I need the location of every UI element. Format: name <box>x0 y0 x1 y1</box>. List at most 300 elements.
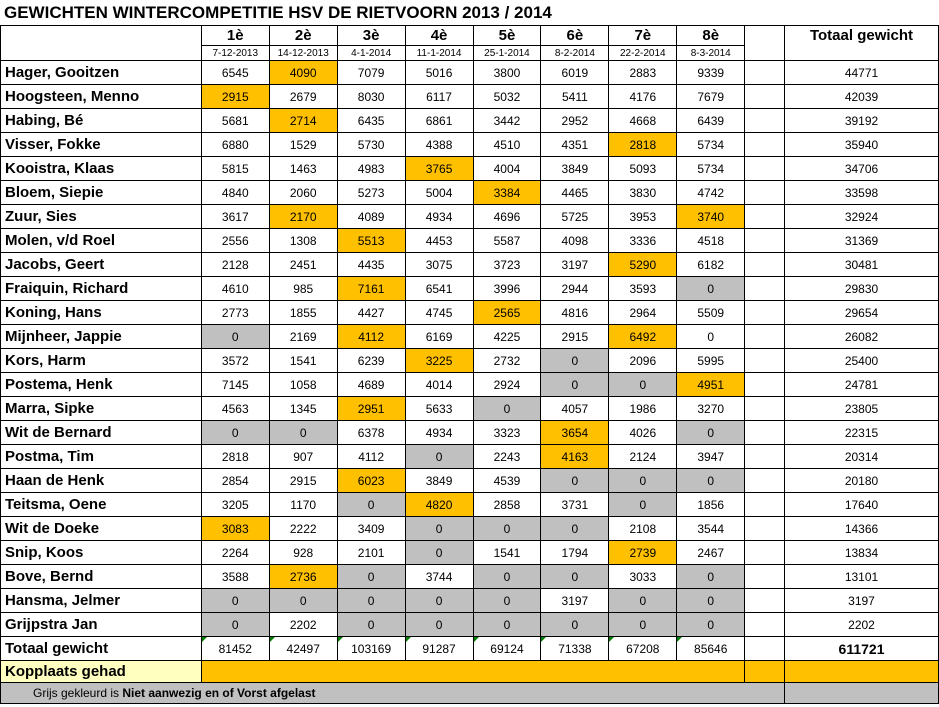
weight-cell[interactable]: 0 <box>201 613 269 637</box>
weight-cell[interactable]: 4453 <box>405 229 473 253</box>
weight-cell[interactable]: 4983 <box>337 157 405 181</box>
weight-cell[interactable]: 2170 <box>269 205 337 229</box>
weight-cell[interactable]: 5730 <box>337 133 405 157</box>
weight-cell[interactable]: 0 <box>677 421 745 445</box>
note-total-cell[interactable] <box>785 683 939 704</box>
weight-cell[interactable]: 0 <box>677 565 745 589</box>
participant-name[interactable]: Postema, Henk <box>1 373 202 397</box>
weight-cell[interactable]: 4539 <box>473 469 541 493</box>
weight-cell[interactable]: 2169 <box>269 325 337 349</box>
spacer-cell[interactable] <box>745 325 785 349</box>
round-total[interactable] <box>609 637 677 661</box>
weight-cell[interactable]: 2952 <box>541 109 609 133</box>
weight-cell[interactable]: 0 <box>609 589 677 613</box>
weight-cell[interactable]: 0 <box>405 541 473 565</box>
weight-cell[interactable]: 3765 <box>405 157 473 181</box>
weight-cell[interactable]: 4089 <box>337 205 405 229</box>
weight-cell[interactable]: 0 <box>473 397 541 421</box>
participant-total[interactable]: 23805 <box>785 397 939 421</box>
participant-name[interactable]: Jacobs, Geert <box>1 253 202 277</box>
weight-cell[interactable]: 3723 <box>473 253 541 277</box>
weight-cell[interactable]: 3075 <box>405 253 473 277</box>
participant-total[interactable]: 30481 <box>785 253 939 277</box>
round-total[interactable] <box>473 637 541 661</box>
weight-cell[interactable]: 2818 <box>609 133 677 157</box>
spacer-cell[interactable] <box>745 661 785 683</box>
weight-cell[interactable]: 2565 <box>473 301 541 325</box>
participant-name[interactable]: Hager, Gooitzen <box>1 61 202 85</box>
spacer-cell[interactable] <box>745 373 785 397</box>
weight-cell[interactable]: 3731 <box>541 493 609 517</box>
weight-cell[interactable]: 0 <box>609 373 677 397</box>
participant-total[interactable]: 31369 <box>785 229 939 253</box>
weight-cell[interactable]: 3953 <box>609 205 677 229</box>
weight-cell[interactable]: 2944 <box>541 277 609 301</box>
weight-cell[interactable]: 2739 <box>609 541 677 565</box>
weight-cell[interactable]: 0 <box>541 469 609 493</box>
weight-cell[interactable]: 6117 <box>405 85 473 109</box>
participant-total[interactable]: 42039 <box>785 85 939 109</box>
round-date[interactable]: 25-1-2014 <box>473 46 541 61</box>
weight-cell[interactable]: 4840 <box>201 181 269 205</box>
participant-name[interactable]: Zuur, Sies <box>1 205 202 229</box>
weight-cell[interactable]: 4057 <box>541 397 609 421</box>
weight-cell[interactable]: 5633 <box>405 397 473 421</box>
round-date[interactable]: 4-1-2014 <box>337 46 405 61</box>
spacer-cell[interactable] <box>745 397 785 421</box>
spacer-cell[interactable] <box>745 26 785 46</box>
weight-cell[interactable]: 2915 <box>269 469 337 493</box>
participant-name[interactable]: Fraiquin, Richard <box>1 277 202 301</box>
weight-cell[interactable]: 0 <box>541 565 609 589</box>
round-total[interactable] <box>405 637 473 661</box>
weight-cell[interactable]: 4668 <box>609 109 677 133</box>
weight-cell[interactable]: 3384 <box>473 181 541 205</box>
weight-cell[interactable]: 4689 <box>337 373 405 397</box>
weight-cell[interactable]: 3996 <box>473 277 541 301</box>
weight-cell[interactable]: 3323 <box>473 421 541 445</box>
weight-cell[interactable]: 3654 <box>541 421 609 445</box>
weight-cell[interactable]: 1855 <box>269 301 337 325</box>
weight-cell[interactable]: 5734 <box>677 133 745 157</box>
round-date[interactable]: 8-2-2014 <box>541 46 609 61</box>
weight-cell[interactable]: 2060 <box>269 181 337 205</box>
weight-cell[interactable]: 4816 <box>541 301 609 325</box>
spacer-cell[interactable] <box>745 349 785 373</box>
weight-cell[interactable]: 5734 <box>677 157 745 181</box>
participant-name[interactable]: Bloem, Siepie <box>1 181 202 205</box>
spacer-cell[interactable] <box>745 109 785 133</box>
weight-cell[interactable]: 5273 <box>337 181 405 205</box>
weight-cell[interactable]: 6541 <box>405 277 473 301</box>
weight-cell[interactable]: 0 <box>405 613 473 637</box>
participant-total[interactable]: 3197 <box>785 589 939 613</box>
spacer-cell[interactable] <box>745 589 785 613</box>
totals-label[interactable]: Totaal gewicht <box>1 637 202 661</box>
weight-cell[interactable]: 985 <box>269 277 337 301</box>
weight-cell[interactable]: 3849 <box>541 157 609 181</box>
weight-cell[interactable]: 6545 <box>201 61 269 85</box>
round-date[interactable]: 7-12-2013 <box>201 46 269 61</box>
weight-cell[interactable]: 0 <box>201 421 269 445</box>
spacer-cell[interactable] <box>745 613 785 637</box>
weight-cell[interactable]: 0 <box>337 589 405 613</box>
grand-total[interactable]: 611721 <box>785 637 939 661</box>
weight-cell[interactable]: 3740 <box>677 205 745 229</box>
weight-cell[interactable]: 6378 <box>337 421 405 445</box>
weight-cell[interactable]: 2128 <box>201 253 269 277</box>
round-header[interactable]: 1è <box>201 26 269 46</box>
weight-cell[interactable]: 2108 <box>609 517 677 541</box>
weight-cell[interactable]: 0 <box>473 613 541 637</box>
participant-name[interactable]: Haan de Henk <box>1 469 202 493</box>
weight-cell[interactable]: 2951 <box>337 397 405 421</box>
participant-total[interactable]: 20314 <box>785 445 939 469</box>
weight-cell[interactable]: 1986 <box>609 397 677 421</box>
participant-name[interactable]: Wit de Doeke <box>1 517 202 541</box>
participant-name[interactable]: Mijnheer, Jappie <box>1 325 202 349</box>
round-total[interactable] <box>541 637 609 661</box>
spacer-cell[interactable] <box>745 85 785 109</box>
weight-cell[interactable]: 3225 <box>405 349 473 373</box>
weight-cell[interactable]: 0 <box>609 469 677 493</box>
weight-cell[interactable]: 0 <box>677 325 745 349</box>
spacer-cell[interactable] <box>745 541 785 565</box>
participant-total[interactable]: 13101 <box>785 565 939 589</box>
weight-cell[interactable]: 3197 <box>541 589 609 613</box>
weight-cell[interactable]: 4510 <box>473 133 541 157</box>
weight-cell[interactable]: 928 <box>269 541 337 565</box>
weight-cell[interactable]: 2732 <box>473 349 541 373</box>
weight-cell[interactable]: 4014 <box>405 373 473 397</box>
weight-cell[interactable]: 6492 <box>609 325 677 349</box>
spacer-cell[interactable] <box>745 253 785 277</box>
weight-cell[interactable]: 3409 <box>337 517 405 541</box>
weight-cell[interactable]: 2556 <box>201 229 269 253</box>
spacer-cell[interactable] <box>745 421 785 445</box>
weight-cell[interactable]: 2915 <box>201 85 269 109</box>
kopplaats-total-cell[interactable] <box>785 661 939 683</box>
weight-cell[interactable]: 3083 <box>201 517 269 541</box>
weight-cell[interactable]: 1529 <box>269 133 337 157</box>
spacer-cell[interactable] <box>745 181 785 205</box>
weight-cell[interactable]: 4004 <box>473 157 541 181</box>
participant-total[interactable]: 24781 <box>785 373 939 397</box>
total-date-blank[interactable] <box>785 46 939 61</box>
weight-cell[interactable]: 2714 <box>269 109 337 133</box>
weight-cell[interactable]: 5509 <box>677 301 745 325</box>
weight-cell[interactable]: 0 <box>541 517 609 541</box>
participant-total[interactable]: 25400 <box>785 349 939 373</box>
participant-name[interactable]: Kooistra, Klaas <box>1 157 202 181</box>
weight-cell[interactable]: 2264 <box>201 541 269 565</box>
weight-cell[interactable]: 4742 <box>677 181 745 205</box>
weight-cell[interactable]: 5004 <box>405 181 473 205</box>
spacer-cell[interactable] <box>745 493 785 517</box>
kopplaats-label[interactable]: Kopplaats gehad <box>1 661 202 683</box>
participant-total[interactable]: 35940 <box>785 133 939 157</box>
round-header[interactable]: 6è <box>541 26 609 46</box>
weight-cell[interactable]: 4934 <box>405 205 473 229</box>
participant-total[interactable]: 39192 <box>785 109 939 133</box>
weight-cell[interactable]: 0 <box>541 373 609 397</box>
weight-cell[interactable]: 6439 <box>677 109 745 133</box>
weight-cell[interactable]: 0 <box>337 565 405 589</box>
weight-cell[interactable]: 2736 <box>269 565 337 589</box>
weight-cell[interactable]: 1170 <box>269 493 337 517</box>
weight-cell[interactable]: 3544 <box>677 517 745 541</box>
weight-cell[interactable]: 7079 <box>337 61 405 85</box>
spacer-cell[interactable] <box>745 46 785 61</box>
weight-cell[interactable]: 0 <box>337 613 405 637</box>
spacer-cell[interactable] <box>745 157 785 181</box>
participant-name[interactable]: Habing, Bé <box>1 109 202 133</box>
participant-name[interactable]: Wit de Bernard <box>1 421 202 445</box>
participant-total[interactable]: 17640 <box>785 493 939 517</box>
weight-cell[interactable]: 907 <box>269 445 337 469</box>
weight-cell[interactable]: 2773 <box>201 301 269 325</box>
weight-cell[interactable]: 1541 <box>269 349 337 373</box>
weight-cell[interactable]: 9339 <box>677 61 745 85</box>
round-date[interactable]: 8-3-2014 <box>677 46 745 61</box>
weight-cell[interactable]: 2101 <box>337 541 405 565</box>
spacer-cell[interactable] <box>745 61 785 85</box>
weight-cell[interactable]: 0 <box>405 445 473 469</box>
weight-cell[interactable]: 2915 <box>541 325 609 349</box>
participant-total[interactable]: 2202 <box>785 613 939 637</box>
weight-cell[interactable]: 4427 <box>337 301 405 325</box>
participant-total[interactable]: 26082 <box>785 325 939 349</box>
weight-cell[interactable]: 2467 <box>677 541 745 565</box>
round-total[interactable] <box>269 637 337 661</box>
participant-name[interactable]: Postma, Tim <box>1 445 202 469</box>
weight-cell[interactable]: 5815 <box>201 157 269 181</box>
participant-name[interactable]: Visser, Fokke <box>1 133 202 157</box>
weight-cell[interactable]: 4176 <box>609 85 677 109</box>
participant-total[interactable]: 33598 <box>785 181 939 205</box>
weight-cell[interactable]: 0 <box>541 613 609 637</box>
weight-cell[interactable]: 2451 <box>269 253 337 277</box>
weight-cell[interactable]: 3336 <box>609 229 677 253</box>
participant-name[interactable]: Teitsma, Oene <box>1 493 202 517</box>
round-date[interactable]: 11-1-2014 <box>405 46 473 61</box>
weight-cell[interactable]: 6239 <box>337 349 405 373</box>
round-total[interactable] <box>201 637 269 661</box>
weight-cell[interactable]: 0 <box>269 421 337 445</box>
participant-name[interactable]: Grijpstra Jan <box>1 613 202 637</box>
weight-cell[interactable]: 0 <box>201 325 269 349</box>
round-header[interactable]: 2è <box>269 26 337 46</box>
weight-cell[interactable]: 2202 <box>269 613 337 637</box>
weight-cell[interactable]: 5093 <box>609 157 677 181</box>
weight-cell[interactable]: 3849 <box>405 469 473 493</box>
legend-note[interactable] <box>1 683 785 704</box>
participant-total[interactable]: 29654 <box>785 301 939 325</box>
round-total[interactable] <box>677 637 745 661</box>
weight-cell[interactable]: 5725 <box>541 205 609 229</box>
header-blank-cell[interactable] <box>1 26 202 46</box>
spacer-cell[interactable] <box>745 445 785 469</box>
participant-name[interactable]: Kors, Harm <box>1 349 202 373</box>
weight-cell[interactable]: 1058 <box>269 373 337 397</box>
weight-cell[interactable]: 6182 <box>677 253 745 277</box>
weight-cell[interactable]: 0 <box>201 589 269 613</box>
weight-cell[interactable]: 7161 <box>337 277 405 301</box>
round-header[interactable]: 5è <box>473 26 541 46</box>
participant-total[interactable]: 29830 <box>785 277 939 301</box>
weight-cell[interactable]: 0 <box>609 493 677 517</box>
weight-cell[interactable]: 0 <box>473 589 541 613</box>
spacer-cell[interactable] <box>745 637 785 661</box>
weight-cell[interactable]: 2124 <box>609 445 677 469</box>
participant-name[interactable]: Koning, Hans <box>1 301 202 325</box>
weight-cell[interactable]: 0 <box>677 589 745 613</box>
total-header[interactable]: Totaal gewicht <box>785 26 939 46</box>
weight-cell[interactable]: 6169 <box>405 325 473 349</box>
kopplaats-bar[interactable] <box>201 661 744 683</box>
weight-cell[interactable]: 5290 <box>609 253 677 277</box>
weight-cell[interactable]: 0 <box>473 517 541 541</box>
weight-cell[interactable]: 7679 <box>677 85 745 109</box>
weight-cell[interactable]: 3593 <box>609 277 677 301</box>
weight-cell[interactable]: 3744 <box>405 565 473 589</box>
round-date[interactable]: 22-2-2014 <box>609 46 677 61</box>
spacer-cell[interactable] <box>745 565 785 589</box>
weight-cell[interactable]: 5411 <box>541 85 609 109</box>
weight-cell[interactable]: 4351 <box>541 133 609 157</box>
weight-cell[interactable]: 3830 <box>609 181 677 205</box>
weight-cell[interactable]: 3800 <box>473 61 541 85</box>
weight-cell[interactable]: 0 <box>677 277 745 301</box>
weight-cell[interactable]: 1463 <box>269 157 337 181</box>
weight-cell[interactable]: 0 <box>677 469 745 493</box>
weight-cell[interactable]: 0 <box>541 349 609 373</box>
spacer-cell[interactable] <box>745 469 785 493</box>
weight-cell[interactable]: 4465 <box>541 181 609 205</box>
round-date[interactable]: 14-12-2013 <box>269 46 337 61</box>
weight-cell[interactable]: 4563 <box>201 397 269 421</box>
weight-cell[interactable]: 2854 <box>201 469 269 493</box>
weight-cell[interactable]: 3033 <box>609 565 677 589</box>
spacer-cell[interactable] <box>745 301 785 325</box>
weight-cell[interactable]: 3588 <box>201 565 269 589</box>
weight-cell[interactable]: 4098 <box>541 229 609 253</box>
weight-cell[interactable]: 3270 <box>677 397 745 421</box>
weight-cell[interactable]: 6019 <box>541 61 609 85</box>
participant-name[interactable]: Hansma, Jelmer <box>1 589 202 613</box>
weight-cell[interactable]: 3197 <box>541 253 609 277</box>
weight-cell[interactable]: 4951 <box>677 373 745 397</box>
weight-cell[interactable]: 4934 <box>405 421 473 445</box>
weight-cell[interactable]: 5587 <box>473 229 541 253</box>
weight-cell[interactable]: 2679 <box>269 85 337 109</box>
weight-cell[interactable]: 2222 <box>269 517 337 541</box>
weight-cell[interactable]: 5681 <box>201 109 269 133</box>
spacer-cell[interactable] <box>745 277 785 301</box>
participant-name[interactable]: Snip, Koos <box>1 541 202 565</box>
weight-cell[interactable]: 1541 <box>473 541 541 565</box>
weight-cell[interactable]: 6023 <box>337 469 405 493</box>
weight-cell[interactable]: 4820 <box>405 493 473 517</box>
weight-cell[interactable]: 6861 <box>405 109 473 133</box>
weight-cell[interactable]: 2858 <box>473 493 541 517</box>
spacer-cell[interactable] <box>745 229 785 253</box>
participant-total[interactable]: 44771 <box>785 61 939 85</box>
round-header[interactable]: 3è <box>337 26 405 46</box>
weight-cell[interactable]: 0 <box>473 565 541 589</box>
weight-cell[interactable]: 2243 <box>473 445 541 469</box>
weight-cell[interactable]: 6435 <box>337 109 405 133</box>
weight-cell[interactable]: 2096 <box>609 349 677 373</box>
weight-cell[interactable]: 3617 <box>201 205 269 229</box>
weight-cell[interactable]: 4112 <box>337 445 405 469</box>
weight-cell[interactable]: 4026 <box>609 421 677 445</box>
weight-cell[interactable]: 5016 <box>405 61 473 85</box>
weight-cell[interactable]: 4745 <box>405 301 473 325</box>
weight-cell[interactable]: 5032 <box>473 85 541 109</box>
weight-cell[interactable]: 4163 <box>541 445 609 469</box>
weight-cell[interactable]: 2883 <box>609 61 677 85</box>
weight-cell[interactable]: 2964 <box>609 301 677 325</box>
weight-cell[interactable]: 4388 <box>405 133 473 157</box>
weight-cell[interactable]: 3947 <box>677 445 745 469</box>
weight-cell[interactable]: 1308 <box>269 229 337 253</box>
weight-cell[interactable]: 6880 <box>201 133 269 157</box>
participant-total[interactable]: 20180 <box>785 469 939 493</box>
weight-cell[interactable]: 2924 <box>473 373 541 397</box>
weight-cell[interactable]: 0 <box>405 517 473 541</box>
round-header[interactable]: 8è <box>677 26 745 46</box>
participant-name[interactable]: Bove, Bernd <box>1 565 202 589</box>
weight-cell[interactable]: 5995 <box>677 349 745 373</box>
weight-cell[interactable]: 3572 <box>201 349 269 373</box>
weight-cell[interactable]: 4225 <box>473 325 541 349</box>
weight-cell[interactable]: 7145 <box>201 373 269 397</box>
participant-total[interactable]: 34706 <box>785 157 939 181</box>
weight-cell[interactable]: 4112 <box>337 325 405 349</box>
round-header[interactable]: 7è <box>609 26 677 46</box>
participant-total[interactable]: 14366 <box>785 517 939 541</box>
participant-total[interactable]: 32924 <box>785 205 939 229</box>
weight-cell[interactable]: 0 <box>677 613 745 637</box>
weight-cell[interactable]: 0 <box>609 613 677 637</box>
weight-cell[interactable]: 1856 <box>677 493 745 517</box>
participant-name[interactable]: Marra, Sipke <box>1 397 202 421</box>
dates-blank-cell[interactable] <box>1 46 202 61</box>
weight-cell[interactable]: 0 <box>337 493 405 517</box>
spacer-cell[interactable] <box>745 517 785 541</box>
participant-name[interactable]: Molen, v/d Roel <box>1 229 202 253</box>
weight-cell[interactable]: 2818 <box>201 445 269 469</box>
weight-cell[interactable]: 1345 <box>269 397 337 421</box>
participant-total[interactable]: 13834 <box>785 541 939 565</box>
participant-total[interactable]: 22315 <box>785 421 939 445</box>
weight-cell[interactable]: 4518 <box>677 229 745 253</box>
spacer-cell[interactable] <box>745 205 785 229</box>
weight-cell[interactable]: 4435 <box>337 253 405 277</box>
weight-cell[interactable]: 0 <box>269 589 337 613</box>
weight-cell[interactable]: 8030 <box>337 85 405 109</box>
weight-cell[interactable]: 3442 <box>473 109 541 133</box>
weight-cell[interactable]: 4696 <box>473 205 541 229</box>
weight-cell[interactable]: 4090 <box>269 61 337 85</box>
weight-cell[interactable]: 5513 <box>337 229 405 253</box>
weight-cell[interactable]: 3205 <box>201 493 269 517</box>
round-header[interactable]: 4è <box>405 26 473 46</box>
weight-cell[interactable]: 0 <box>405 589 473 613</box>
participant-name[interactable]: Hoogsteen, Menno <box>1 85 202 109</box>
weight-cell[interactable]: 4610 <box>201 277 269 301</box>
